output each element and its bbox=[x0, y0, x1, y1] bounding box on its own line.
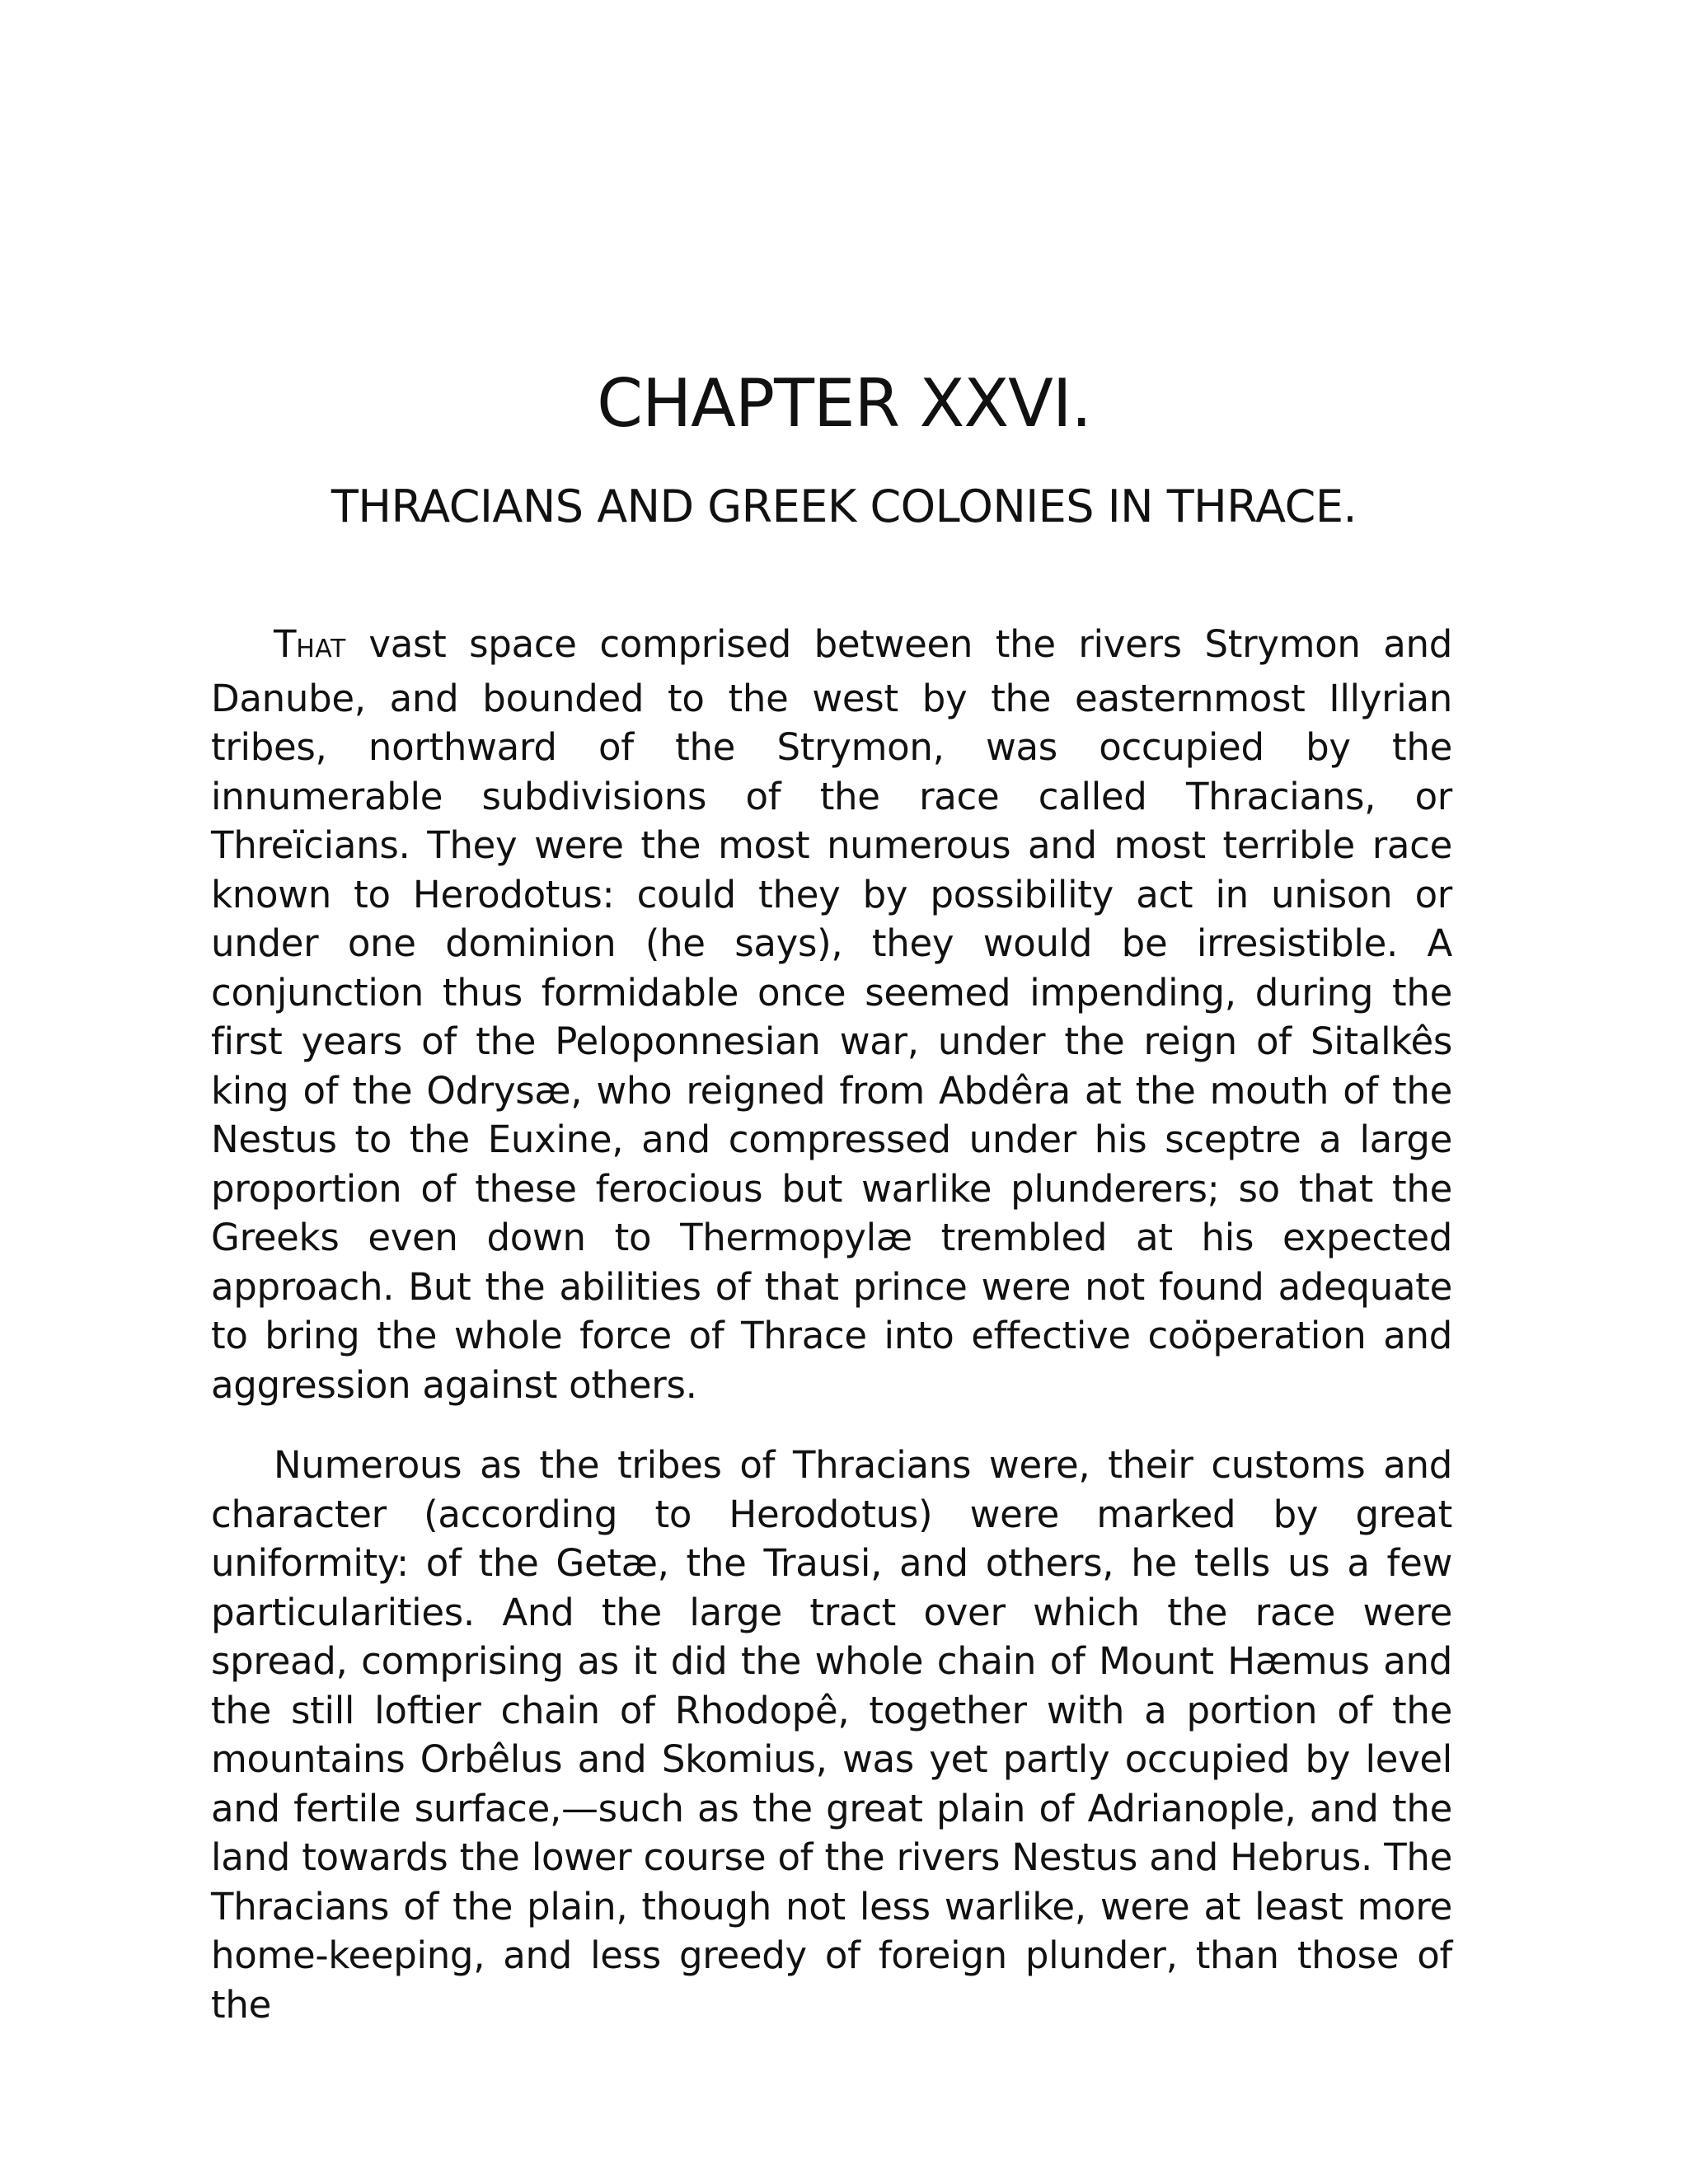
paragraph-1 bbox=[211, 620, 1452, 1409]
paragraph-2 bbox=[211, 1441, 1452, 2029]
small-caps-opening: HAT bbox=[296, 635, 346, 663]
paragraph-2-text: Numerous as the tribes of Thracians were, their customs and character (according to Herodotus) were marked by great uniformity: of the Getæ, the Trausi, and others, he tells us a few particularities. And the large tract over which the race were spread, comprising as it did the whole chain of Mount Hæmus and the still loftier chain of Rhodopê, together with a portion of the mountains Orbêlus and Skomius, was yet partly occupied by level and fertile surface,—such as the great plain of Adrianople, and the land towards the lower course of the rivers Nestus and Hebrus. The Thracians of the plain, though not less warlike, were at least more home-keeping, and less greedy of foreign plunder, than those of the bbox=[211, 1443, 1452, 2027]
chapter-body bbox=[211, 620, 1452, 2060]
drop-capital: T bbox=[274, 622, 297, 666]
chapter-subtitle: THRACIANS AND GREEK COLONIES IN THRACE. bbox=[331, 480, 1357, 532]
chapter-title: CHAPTER XXVI. bbox=[597, 365, 1091, 442]
paragraph-1-text: vast space comprised between the rivers Strymon and Danube, and bounded to the west by the easternmost Illyrian tribes, northward of the Strymon, was occupied by the innumerable subdivisions of the race called Thracians, or Threïcians. They were the most numerous and most terrible race known to Herodotus: could they by possibility act in unison or under one dominion (he says), they would be irresistible. A conjunction thus formidable once seemed impending, during the first years of the Peloponnesian war, under the reign of Sitalkês king of the Odrysæ, who reigned from Abdêra at the mouth of the Nestus to the Euxine, and compressed under his sceptre a large proportion of these ferocious but warlike plunderers; so that the Greeks even down to Thermopylæ trembled at his expected approach. But the abilities of that prince were not found adequate to bring the whole force of Thrace into effective coöperation and aggression against others. bbox=[211, 622, 1452, 1407]
